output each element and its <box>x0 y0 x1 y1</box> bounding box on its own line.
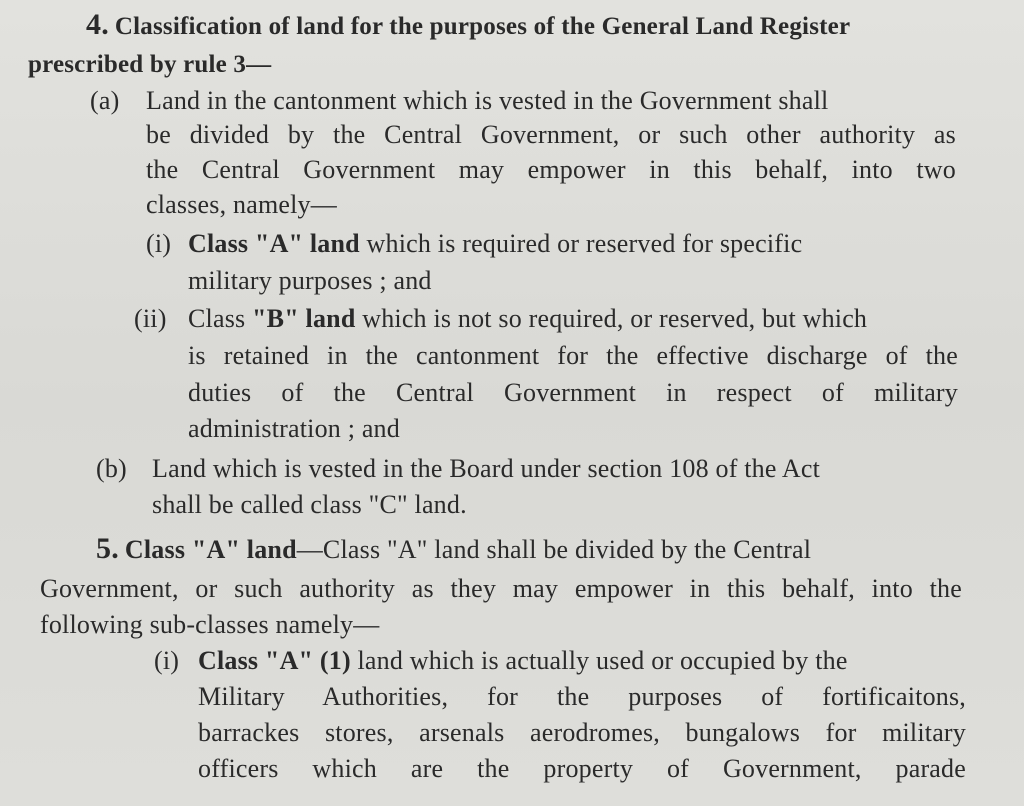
subclause-a-i-text-1: which is required or reserved for specific <box>359 229 803 258</box>
section-4-heading: Classification of land for the purposes of the General Land Register <box>114 13 851 40</box>
section-5-subclause-i-line-2: Military Authorities, for the purposes of fortificaitons, <box>198 682 966 711</box>
class-b-land-term: "B" land <box>252 304 356 333</box>
section-5-text-1: —Class "A" land shall be divided by the Central <box>296 535 812 564</box>
section-5-subclause-i-line-4: officers which are the property of Government, parade <box>198 754 966 783</box>
clause-a-label: (a) <box>90 86 120 115</box>
clause-a-line-3: the Central Government may empower in this behalf, into two <box>146 155 956 184</box>
subclause-a-ii-label: (ii) <box>134 304 167 333</box>
subclause-a-ii-line-4: administration ; and <box>188 414 400 443</box>
clause-a-text-1: Land in the cantonment which is vested in the Government shall <box>146 86 829 115</box>
subclause-a-i-line-2: military purposes ; and <box>188 266 432 295</box>
section-5-subclause-i-text-1: land which is actually used or occupied by the <box>350 646 848 675</box>
section-5-line-1 <box>96 534 962 565</box>
clause-a-line-4: classes, namely— <box>146 190 337 219</box>
subclause-a-ii-line-2: is retained in the cantonment for the effective discharge of the <box>188 341 958 370</box>
subclause-a-ii-line-1 <box>134 304 958 334</box>
clause-b-line-1 <box>96 454 962 484</box>
section-5-subclause-i-label: (i) <box>154 646 180 675</box>
section-4-number: 4. <box>86 8 109 41</box>
section-5-subclause-i-line-1 <box>154 646 966 676</box>
section-4-heading-line-1 <box>86 10 952 42</box>
clause-b-text-1: Land which is vested in the Board under section 108 of the Act <box>152 454 821 483</box>
clause-b-line-2: shall be called class "C" land. <box>152 490 467 519</box>
section-5-line-3: following sub-classes namely— <box>40 610 380 639</box>
subclause-a-i-label: (i) <box>146 229 172 258</box>
section-5-subclause-i-line-3: barrackes stores, arsenals aerodromes, bungalows for military <box>198 718 966 747</box>
subclause-a-ii-pre: Class <box>188 304 253 333</box>
clause-a-line-1 <box>90 86 956 116</box>
clause-b-label: (b) <box>96 454 127 483</box>
section-5-number: 5. <box>96 532 119 565</box>
subclause-a-i-line-1 <box>146 229 956 259</box>
subclause-a-ii-text-1: which is not so required, or reserved, but which <box>355 304 868 333</box>
subclause-a-ii-line-3: duties of the Central Government in respect of military <box>188 378 958 407</box>
section-4-heading-line-2: prescribed by rule 3— <box>28 51 272 78</box>
class-a-1-term: Class "A" (1) <box>198 646 351 675</box>
section-5-heading: Class "A" land <box>124 535 297 564</box>
section-5-line-2: Government, or such authority as they may empower in this behalf, into the <box>40 574 962 603</box>
clause-a-line-2: be divided by the Central Government, or such other authority as <box>146 120 956 149</box>
class-a-land-term: Class "A" land <box>188 229 360 258</box>
